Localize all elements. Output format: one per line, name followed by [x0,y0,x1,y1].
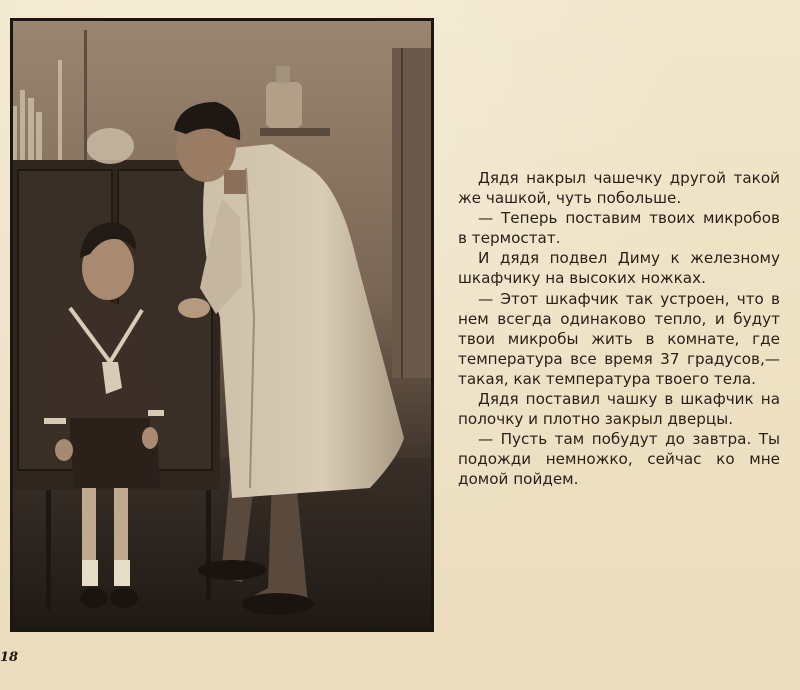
story-text [458,168,780,490]
paragraph: — Этот шкафчик так устроен, что в нем всегда одинаково тепло, и будут твои микробы жить в комнате, где температура все время 37 градусов,— такая, как температура твоего тела. [458,289,780,388]
illustration-photo [10,18,434,632]
paragraph: И дядя подвел Диму к железному шкафчику на высоких ножках. [458,249,780,288]
glass-jar [266,82,302,128]
photo-drawing [10,18,434,632]
paragraph: Дядя поставил чашку в шкафчик на полочку и плотно закрыл дверцы. [458,390,780,429]
paragraph: Дядя накрыл чашечку другой такой же чашкой, чуть побольше. [458,169,780,208]
wall-shelf [260,128,330,136]
paragraph: — Пусть там побудут до завтра. Ты подожди немножко, сейчас ко мне домой пойдем. [458,430,780,489]
paragraph: — Теперь поставим твоих микробов в термостат. [458,209,780,248]
back-door [392,48,434,378]
page-number: 18 [0,650,19,665]
